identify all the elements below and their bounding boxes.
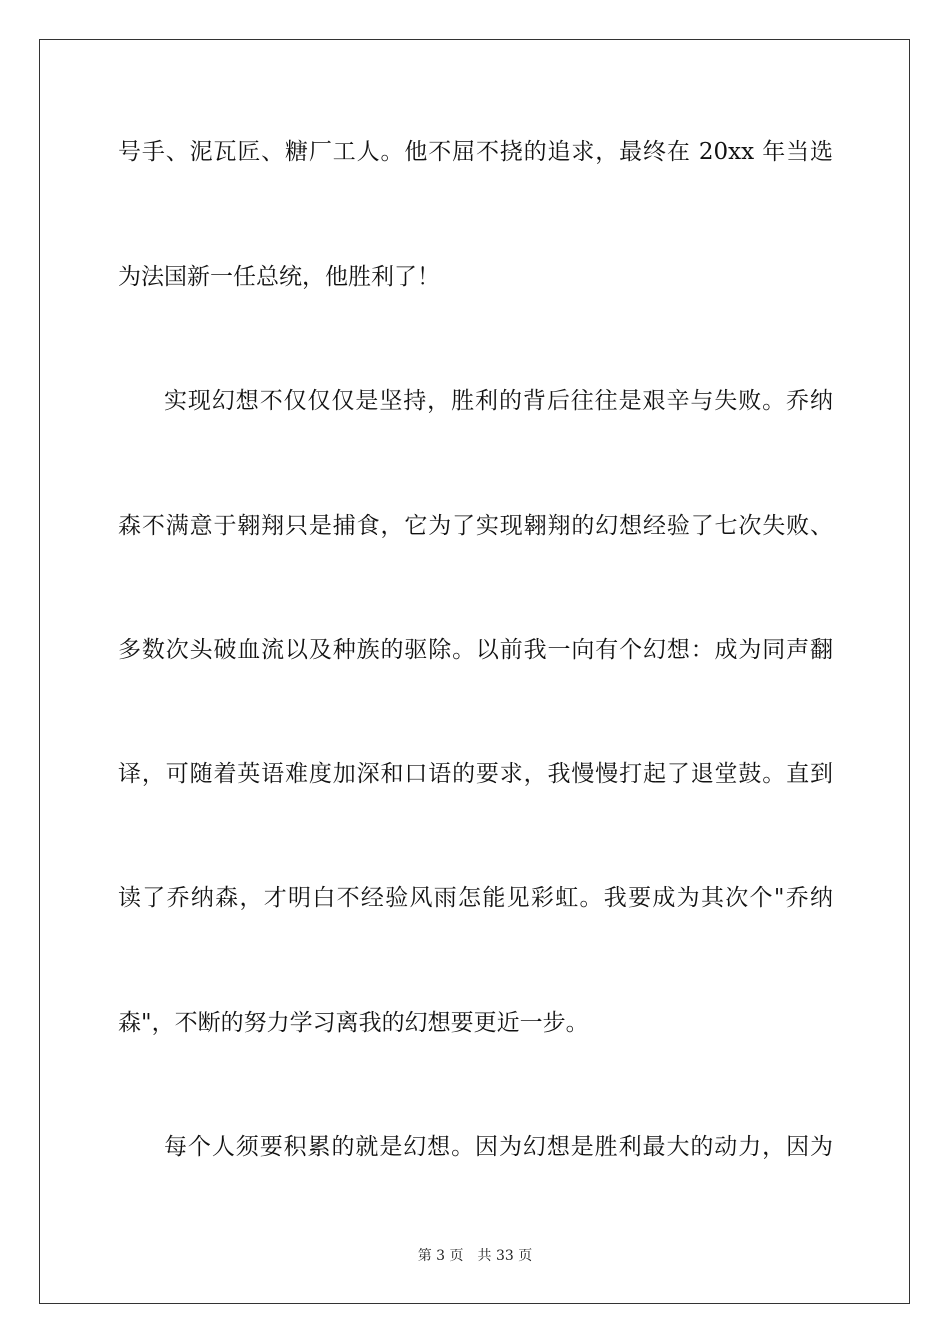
text-line: 号手、泥瓦匠、糖厂工人。他不屈不挠的追求，最终在 20xx 年当选 — [118, 139, 833, 165]
text-line: 为法国新一任总统，他胜利了！ — [118, 264, 440, 290]
text-line: 读了乔纳森，才明白不经验风雨怎能见彩虹。我要成为其次个"乔纳 — [118, 885, 833, 911]
text-line: 森"，不断的努力学习离我的幻想要更近一步。 — [118, 1010, 589, 1036]
text-line: 译，可随着英语难度加深和口语的要求，我慢慢打起了退堂鼓。直到 — [118, 761, 833, 787]
text-line: 森不满意于翱翔只是捕食，它为了实现翱翔的幻想经验了七次失败、 — [118, 513, 833, 539]
page-border — [39, 39, 910, 1304]
page-number: 第 3 页 — [417, 1248, 464, 1264]
paragraph-start-line: 每个人须要积累的就是幻想。因为幻想是胜利最大的动力，因为 — [164, 1134, 833, 1160]
page-footer — [0, 1247, 950, 1265]
page-total: 共 33 页 — [477, 1248, 533, 1264]
text-line: 多数次头破血流以及种族的驱除。以前我一向有个幻想：成为同声翻 — [118, 637, 833, 663]
paragraph-start-line: 实现幻想不仅仅仅是坚持，胜利的背后往往是艰辛与失败。乔纳 — [164, 388, 833, 414]
